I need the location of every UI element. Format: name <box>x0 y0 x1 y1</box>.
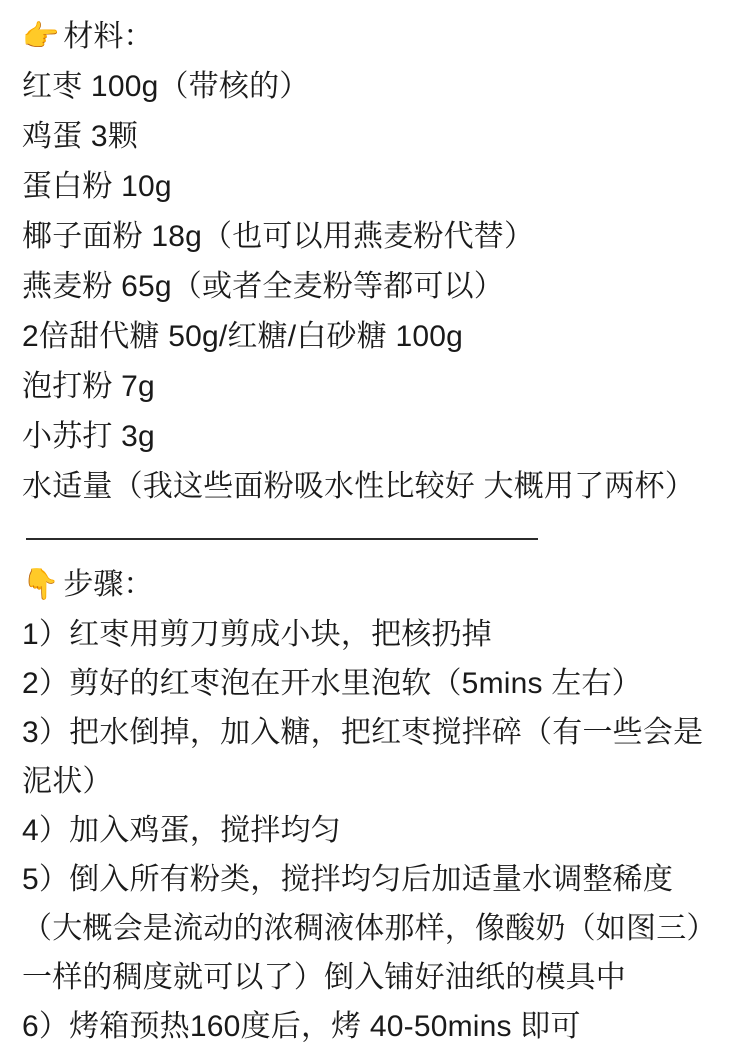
ingredient-item: 2倍甜代糖 50g/红糖/白砂糖 100g <box>22 320 464 353</box>
steps-heading-label: 步骤： <box>63 568 154 601</box>
ingredient-item: 燕麦粉 65g（或者全麦粉等都可以） <box>22 270 504 303</box>
pointing-right-hand-icon: 👉 <box>22 20 60 53</box>
ingredients-heading <box>22 14 728 60</box>
ingredient-item: 椰子面粉 18g（也可以用燕麦粉代替） <box>22 220 535 253</box>
step-item: 1）红枣用剪刀剪成小块，把核扔掉 <box>22 618 492 651</box>
ingredient-item: 鸡蛋 3颗 <box>22 120 139 153</box>
steps-list <box>22 610 728 1051</box>
ingredient-item: 小苏打 3g <box>22 420 155 453</box>
ingredients-list <box>22 62 728 512</box>
ingredients-heading-label: 材料： <box>63 20 154 53</box>
pointing-down-hand-icon: 👇 <box>22 568 60 601</box>
step-item: 5）倒入所有粉类，搅拌均匀后加适量水调整稀度（大概会是流动的浓稠液体那样，像酸奶（如图三）一样的稠度就可以了）倒入铺好油纸的模具中 <box>22 863 717 994</box>
ingredient-item: 红枣 100g（带核的） <box>22 70 310 103</box>
step-item: 4）加入鸡蛋，搅拌均匀 <box>22 814 341 847</box>
ingredient-item: 水适量（我这些面粉吸水性比较好 大概用了两杯） <box>22 470 695 503</box>
step-item: 2）剪好的红枣泡在开水里泡软（5mins 左右） <box>22 667 642 700</box>
section-divider <box>26 538 538 540</box>
steps-heading <box>22 562 728 608</box>
ingredient-item: 蛋白粉 10g <box>22 170 172 203</box>
ingredient-item: 泡打粉 7g <box>22 370 155 403</box>
step-item: 6）烤箱预热160度后，烤 40-50mins 即可 <box>22 1010 581 1043</box>
step-item: 3）把水倒掉，加入糖，把红枣搅拌碎（有一些会是泥状） <box>22 716 704 798</box>
